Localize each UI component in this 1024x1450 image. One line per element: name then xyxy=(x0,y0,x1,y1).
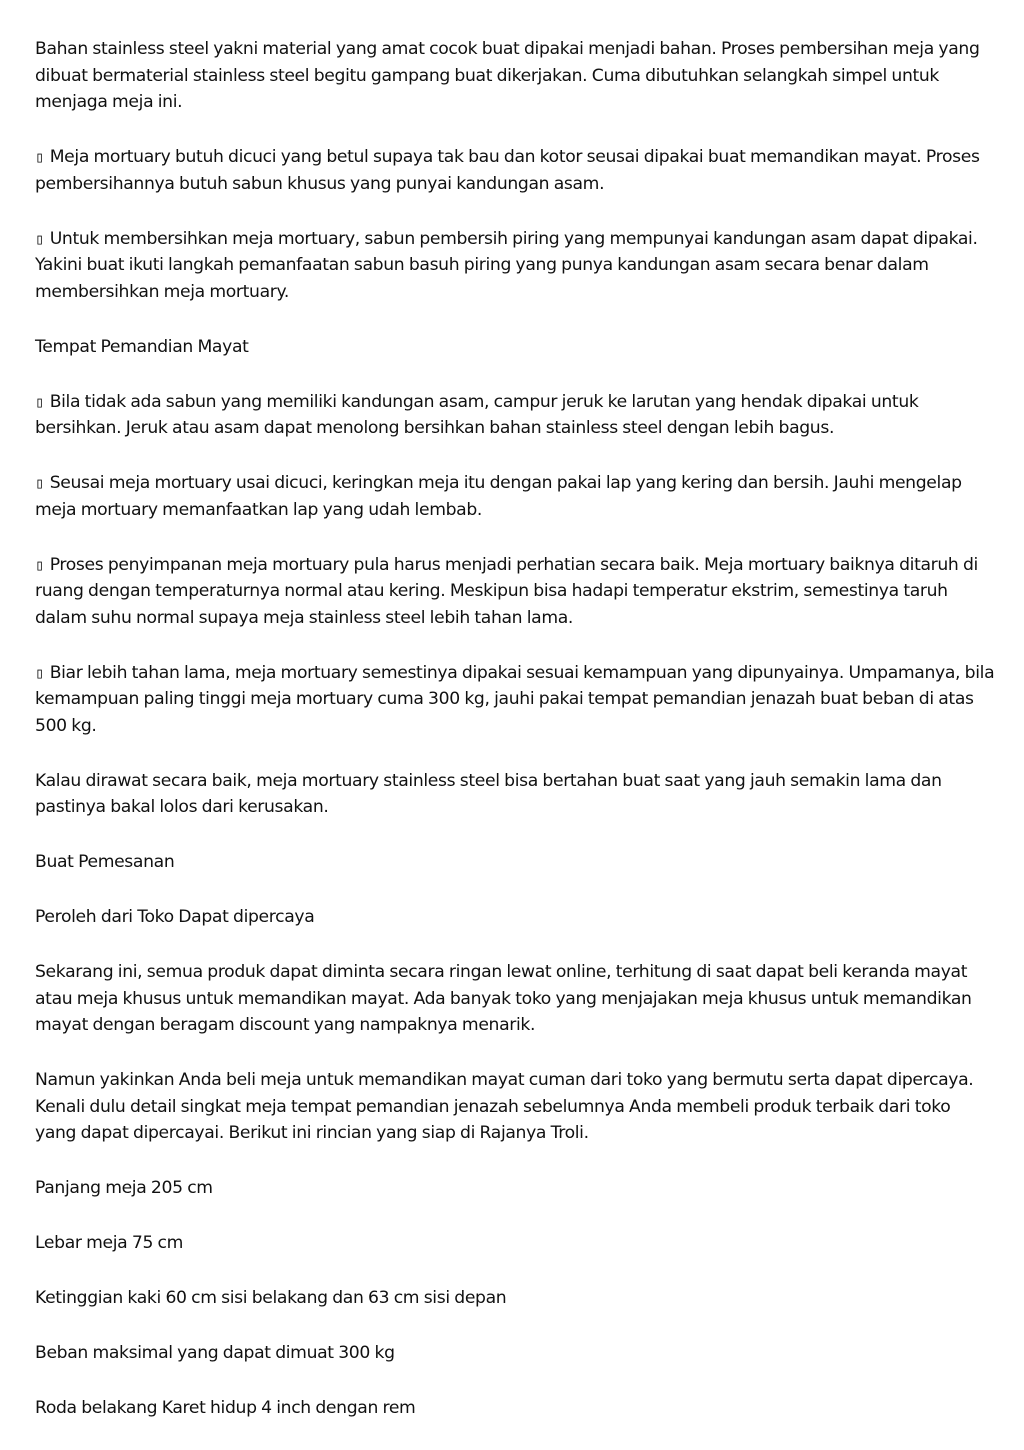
missing-glyph-bullet-icon: ▯ xyxy=(35,555,44,574)
bullet-paragraph xyxy=(35,660,995,740)
section-heading: Tempat Pemandian Mayat xyxy=(35,336,249,357)
body-paragraph: Namun yakinkan Anda beli meja untuk memandikan mayat cuman dari toko yang bermutu serta dapat dipercaya. Kenali dulu detail singkat meja tempat pemandian jenazah sebelumnya Anda membeli produk terbaik dari toko yang dapat dipercayai. Berikut ini rincian yang siap di Rajanya Troli. xyxy=(35,1070,974,1143)
missing-glyph-bullet-icon: ▯ xyxy=(35,148,44,166)
intro-paragraph: Bahan stainless steel yakni material yang amat cocok buat dipakai menjadi bahan. Proses pembersihan meja yang dibuat bermaterial stainless steel begitu gampang buat dikerjakan. Cuma dibutuhkan selangkah simpel untuk menjaga meja ini. xyxy=(35,39,980,112)
document-page xyxy=(35,36,995,1450)
bullet-paragraph xyxy=(35,470,995,523)
bullet-text: Meja mortuary butuh dicuci yang betul supaya tak bau dan kotor seusai dipakai buat memandikan mayat. Proses pembersihannya butuh sabun khusus yang punyai kandungan asam. xyxy=(35,147,980,194)
section-heading: Buat Pemesanan xyxy=(35,852,175,872)
body-paragraph: Sekarang ini, semua produk dapat diminta secara ringan lewat online, terhitung di saat dapat beli keranda mayat atau meja khusus untuk memandikan mayat. Ada banyak toko yang menjajakan meja khusus untuk memandikan mayat dengan beragam discount yang nampaknya menarik. xyxy=(35,962,972,1035)
bullet-paragraph xyxy=(35,144,995,197)
bullet-paragraph xyxy=(35,389,995,442)
spec-line: Roda belakang Karet hidup 4 inch dengan rem xyxy=(35,1398,416,1418)
missing-glyph-bullet-icon: ▯ xyxy=(35,474,44,492)
bullet-text: Biar lebih tahan lama, meja mortuary semestinya dipakai sesuai kemampuan yang dipunyainya. Umpamanya, bila kemampuan paling tinggi meja mortuary cuma 300 kg, jauhi pakai tempat pemandian jenazah buat beban di atas 500 kg. xyxy=(35,662,995,736)
missing-glyph-bullet-icon: ▯ xyxy=(35,392,44,411)
bullet-text: Seusai meja mortuary usai dicuci, keringkan meja itu dengan pakai lap yang kering dan bersih. Jauhi mengelap meja mortuary memanfaatkan lap yang udah lembab. xyxy=(35,473,962,520)
missing-glyph-bullet-icon: ▯ xyxy=(35,229,44,248)
spec-line: Lebar meja 75 cm xyxy=(35,1233,184,1253)
body-paragraph: Kalau dirawat secara baik, meja mortuary stainless steel bisa bertahan buat saat yang jauh semakin lama dan pastinya bakal lolos dari kerusakan. xyxy=(35,770,942,817)
bullet-paragraph xyxy=(35,226,995,306)
section-heading: Peroleh dari Toko Dapat dipercaya xyxy=(35,907,315,927)
bullet-text: Bila tidak ada sabun yang memiliki kandungan asam, campur jeruk ke larutan yang hendak dipakai untuk bersihkan. Jeruk atau asam dapat menolong bersihkan bahan stainless steel dengan lebih bagus. xyxy=(35,391,919,438)
bullet-text: Untuk membersihkan meja mortuary, sabun pembersih piring yang mempunyai kandungan asam dapat dipakai. Yakini buat ikuti langkah pemanfaatan sabun basuh piring yang punya kandungan asam secara benar dalam membersihkan meja mortuary. xyxy=(35,228,978,302)
spec-line: Beban maksimal yang dapat dimuat 300 kg xyxy=(35,1343,395,1363)
spec-line: Panjang meja 205 cm xyxy=(35,1178,213,1198)
bullet-text: Proses penyimpanan meja mortuary pula harus menjadi perhatian secara baik. Meja mortuary baiknya ditaruh di ruang dengan temperaturnya normal atau kering. Meskipun bisa hadapi temperatur ekstrim, semestinya taruh dalam suhu normal supaya meja stainless steel lebih tahan lama. xyxy=(35,554,978,628)
missing-glyph-bullet-icon: ▯ xyxy=(35,663,44,682)
bullet-paragraph xyxy=(35,552,995,632)
spec-line: Ketinggian kaki 60 cm sisi belakang dan 63 cm sisi depan xyxy=(35,1288,507,1308)
